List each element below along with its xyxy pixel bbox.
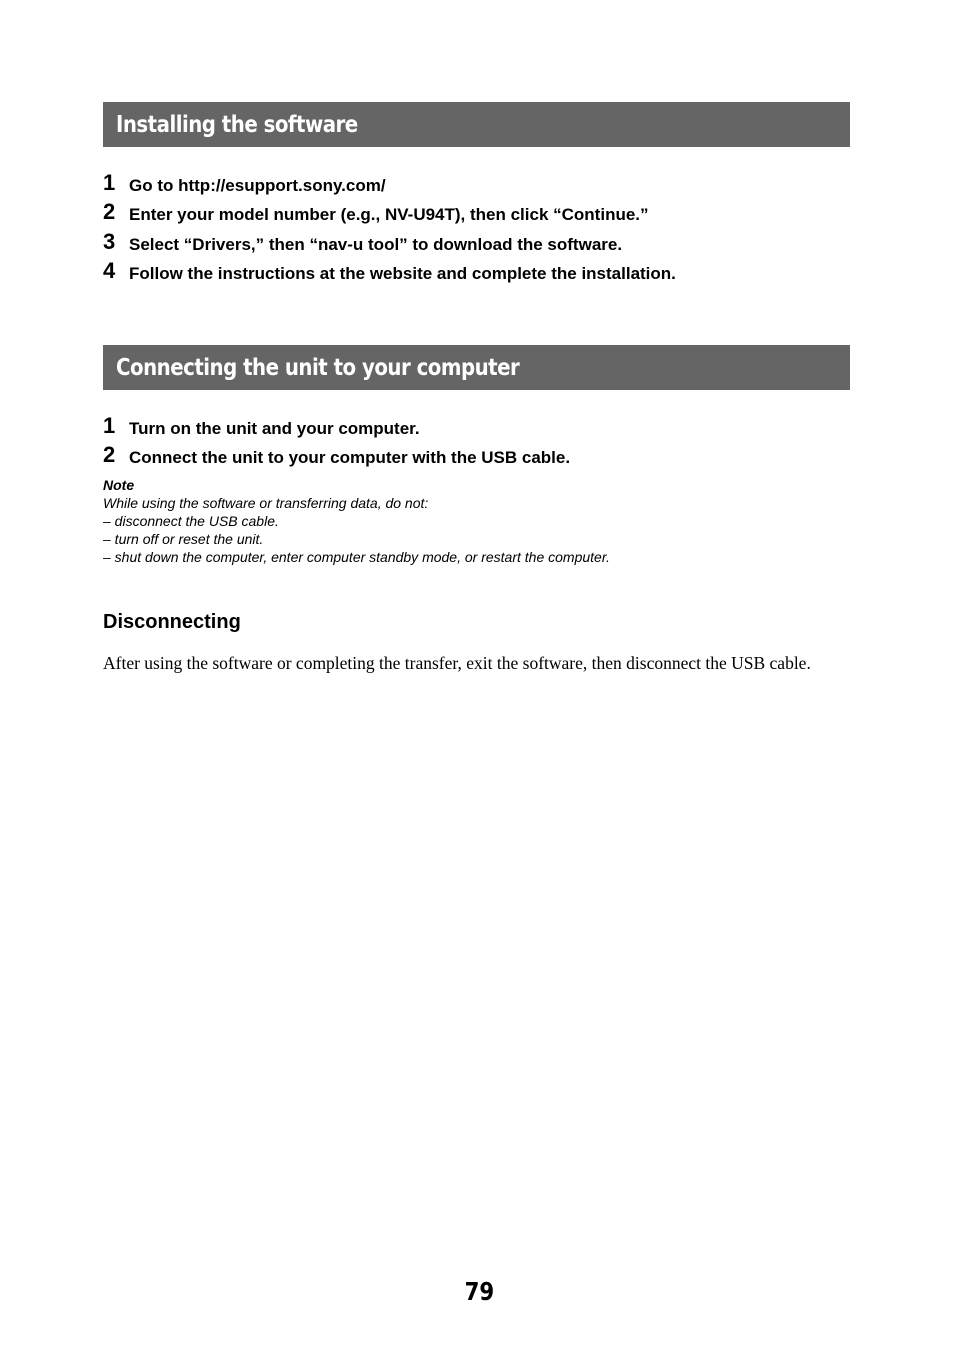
step-number: 2 [103,442,116,467]
step-number: 4 [103,258,116,283]
note-line: – shut down the computer, enter computer standby mode, or restart the computer. [103,549,610,565]
section-header-installing [103,102,850,147]
note-line: – turn off or reset the unit. [103,531,264,547]
step-text: Connect the unit to your computer with the USB cable. [129,448,571,467]
note-label: Note [103,477,135,493]
page-number: 79 [464,1277,494,1306]
section-header-connecting [103,345,850,390]
step-text: Turn on the unit and your computer. [129,418,420,438]
note-line: – disconnect the USB cable. [103,513,279,529]
step-text: Enter your model number (e.g., NV-U94T), then click “Continue.” [129,205,649,224]
step-number: 2 [103,199,116,224]
step-text: Select “Drivers,” then “nav-u tool” to download the software. [129,234,623,254]
disconnecting-heading: Disconnecting [103,611,241,633]
page-number-container [0,1276,954,1308]
step-number: 1 [103,169,116,195]
section-title: Connecting the unit to your computer [116,354,520,381]
disconnecting-body: After using the software or completing the transfer, exit the software, then disconnect the USB cable. [103,653,811,673]
section-title: Installing the software [116,111,358,138]
step-number: 1 [103,412,116,438]
step-number: 3 [103,228,116,254]
step-text: Go to http://esupport.sony.com/ [129,175,386,195]
note-line: While using the software or transferring data, do not: [103,495,429,511]
note-block [103,476,610,566]
step-text: Follow the instructions at the website and complete the installation. [129,264,676,283]
